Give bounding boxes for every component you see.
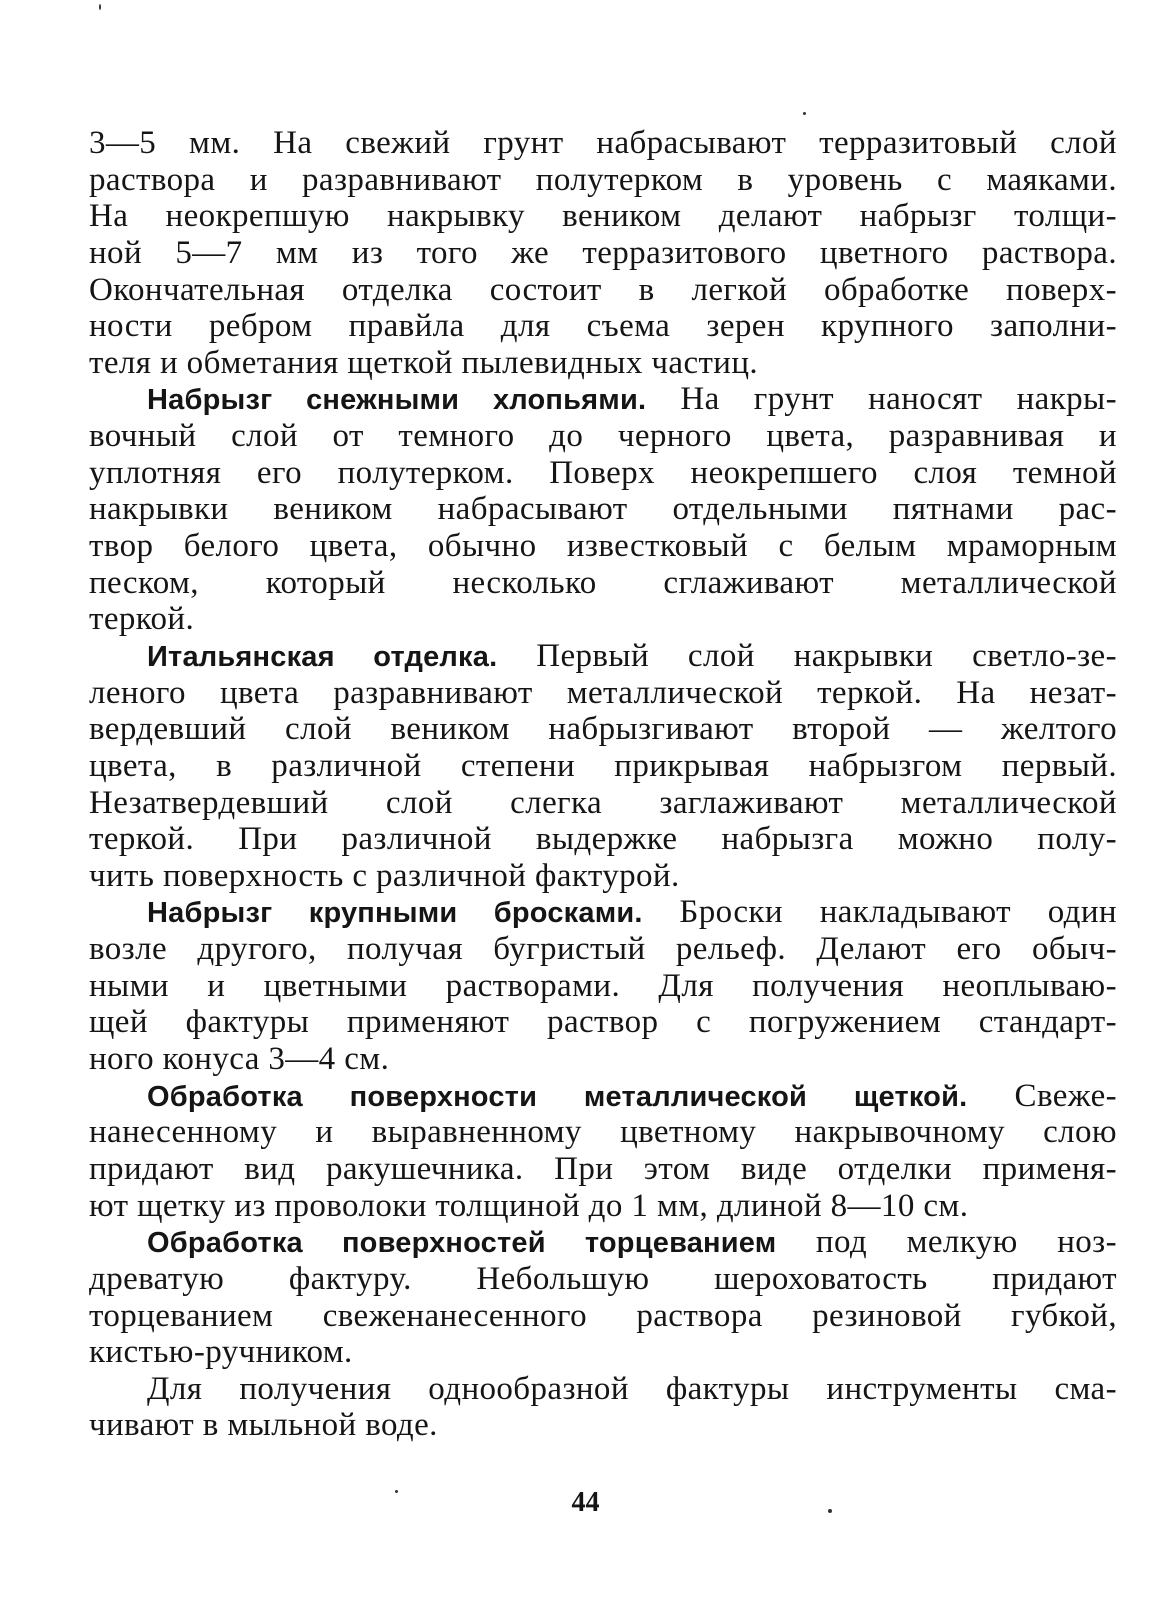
text-line <box>89 198 1117 235</box>
text-line <box>89 1151 1117 1188</box>
text-line <box>89 565 1117 602</box>
line-text: леного цвета разравнивают металлической теркой. На незат- <box>89 674 1117 711</box>
paragraph-start-line <box>89 894 1117 931</box>
text-line <box>89 345 1117 382</box>
text-line <box>89 272 1117 309</box>
line-text: теркой. При различной выдержке набрызга можно полу- <box>89 821 1117 858</box>
text-line <box>89 968 1117 1005</box>
text-line <box>89 455 1117 492</box>
line-text: накрывки веником набрасывают отдельными пятнами рас- <box>89 491 1117 528</box>
text-line <box>89 601 1117 638</box>
line-text: Окончательная отделка состоит в легкой обработке поверх- <box>89 271 1117 308</box>
line-text: чивают в мыльной воде. <box>89 1407 438 1444</box>
line-text: вердевший слой веником набрызгивают второй — желтого <box>89 711 1117 748</box>
run-in-heading: Обработка поверхности металлической щеткой. <box>147 1080 968 1113</box>
text-line <box>89 1004 1117 1041</box>
text-line <box>89 1041 1117 1078</box>
print-speck <box>828 1509 832 1513</box>
text-line <box>89 418 1117 455</box>
print-speck <box>99 4 101 10</box>
line-text: уплотняя его полутерком. Поверх неокрепшего слоя темной <box>89 454 1117 491</box>
text-line <box>89 1371 1117 1408</box>
text-line <box>89 675 1117 712</box>
text-line <box>89 821 1117 858</box>
print-speck <box>395 1490 398 1493</box>
paragraph-start-line <box>89 638 1117 675</box>
line-text: щей фактуры применяют раствор с погружением стандарт- <box>89 1004 1117 1041</box>
line-text: На неокрепшую накрывку веником делают набрызг толщи- <box>89 198 1117 235</box>
page-number: 44 <box>571 1487 600 1518</box>
line-text: кистью-ручником. <box>89 1334 353 1371</box>
text-column <box>89 125 1117 1444</box>
paragraph-start-line <box>89 1224 1117 1261</box>
line-text: вочный слой от темного до черного цвета, разравнивая и <box>89 418 1117 455</box>
text-line <box>89 235 1117 272</box>
line-text: теркой. <box>89 601 195 638</box>
line-text: Первый слой накрывки светло-зе- <box>497 637 1117 674</box>
line-text: Для получения однообразной фактуры инструменты сма- <box>147 1370 1117 1407</box>
text-line <box>89 528 1117 565</box>
text-line <box>89 711 1117 748</box>
text-line <box>89 1188 1117 1225</box>
run-in-heading: Набрызг крупными бросками. <box>147 897 643 930</box>
line-text: песком, который несколько сглаживают металлической <box>89 564 1117 601</box>
print-speck <box>803 112 806 115</box>
run-in-heading: Набрызг снежными хлопьями. <box>147 384 647 417</box>
paragraph-start-line <box>89 381 1117 418</box>
line-text: Броски накладывают один <box>642 894 1117 931</box>
line-text: теля и обметания щеткой пылевидных частиц. <box>89 344 759 381</box>
line-text: ной 5—7 мм из того же терразитового цветного раствора. <box>89 234 1117 271</box>
line-text: под мелкую ноз- <box>776 1224 1117 1261</box>
text-line <box>89 785 1117 822</box>
line-text: Незатвердевший слой слегка заглаживают металлической <box>89 784 1117 821</box>
line-text: раствора и разравнивают полутерком в уровень с маяками. <box>89 161 1117 198</box>
text-line <box>89 1261 1117 1298</box>
line-text: 3—5 мм. На свежий грунт набрасывают терразитовый слой <box>89 125 1117 161</box>
line-text: древатую фактуру. Небольшую шероховатость придают <box>89 1260 1117 1297</box>
line-text: цвета, в различной степени прикрывая набрызгом первый. <box>89 747 1117 784</box>
line-text: придают вид ракушечника. При этом виде отделки применя- <box>89 1150 1117 1187</box>
text-line <box>89 748 1117 785</box>
line-text: твор белого цвета, обычно известковый с белым мраморным <box>89 528 1117 565</box>
line-text: ными и цветными растворами. Для получения неоплываю- <box>89 967 1117 1004</box>
line-text: ного конуса 3—4 см. <box>89 1041 390 1078</box>
line-text: нанесенному и выравненному цветному накрывочному слою <box>89 1114 1117 1151</box>
run-in-heading: Итальянская отделка. <box>147 640 498 673</box>
line-text: чить поверхность с различной фактурой. <box>89 857 680 894</box>
line-text: возле другого, получая бугристый рельеф. Делают его обыч- <box>89 931 1117 968</box>
text-line <box>89 858 1117 895</box>
text-line <box>89 1114 1117 1151</box>
text-line <box>89 308 1117 345</box>
text-line <box>89 1298 1117 1335</box>
line-text: торцеванием свеженанесенного раствора резиновой губкой, <box>89 1297 1117 1334</box>
line-text: ют щетку из проволоки толщиной до 1 мм, длиной 8—10 см. <box>89 1187 969 1224</box>
text-line <box>89 1407 1117 1444</box>
line-text: Свеже- <box>967 1077 1117 1114</box>
text-line <box>89 1334 1117 1371</box>
text-line <box>89 162 1117 199</box>
text-line <box>89 491 1117 528</box>
run-in-heading: Обработка поверхностей торцеванием <box>147 1227 777 1260</box>
paragraph-start-line <box>89 1078 1117 1115</box>
text-line <box>89 931 1117 968</box>
line-text: ности ребром правйла для съема зерен крупного заполни- <box>89 308 1117 345</box>
line-text: На грунт наносят накры- <box>646 381 1117 418</box>
text-line <box>89 125 1117 162</box>
